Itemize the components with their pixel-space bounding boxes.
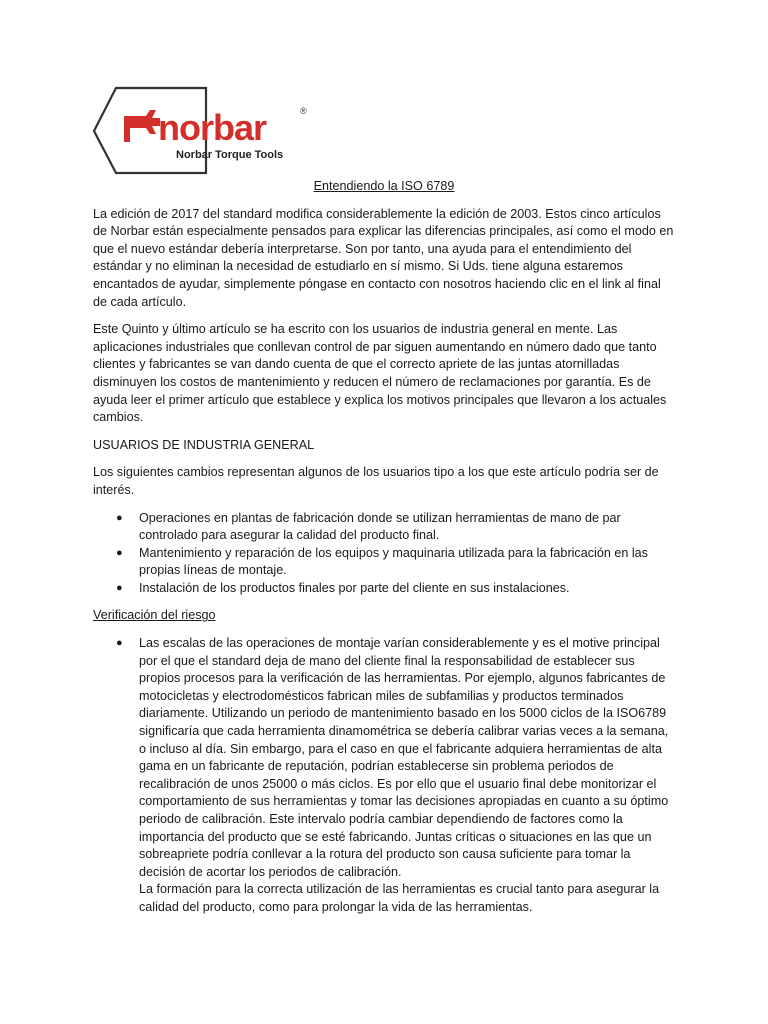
article-body xyxy=(93,178,675,927)
risk-item-continuation: La formación para la correcta utilización de las herramientas es crucial tanto para asegurar la calidad del producto, como para prolongar la vida de las herramientas. xyxy=(139,882,660,914)
norbar-logo xyxy=(90,84,325,179)
risk-item-text: Las escalas de las operaciones de montaje varían considerablemente y es el motive principal por el que el standard deja de mano del cliente final la responsabilidad de establecer sus propios procesos para la verificación de las herramientas. Por ejemplo, algunos fabricantes de motocicletas y electrodomésticos fabrican miles de subfamilias y productos terminados diariamente. Utilizando un periodo de mantenimiento basado en los 5000 ciclos de la ISO6789 significaría que cada herramienta dinamométrica se debería calibrar varias veces a la semana, o incluso al día. Sin embargo, para el caso en que el fabricante adquiera herramientas de alta gama en un fabricante de reputación, podrían establecerse sin problema periodos de recalibración de unos 25000 o más ciclos. Es por ello que el usuario final debe monitorizar el comportamiento de sus herramientas y tomar las decisiones apropiadas en cuanto a su óptimo periodo de calibración. Este intervalo podría cambiar dependiendo de factores como la importancia del producto que se esté fabricando. Juntas críticas o situaciones en las que un sobreapriete podría conllevar a la rotura del producto son causa suficiente para tomar la decisión de acortar los periodos de calibración. xyxy=(139,636,669,879)
second-paragraph: Este Quinto y último artículo se ha escrito con los usuarios de industria general en mente. Las aplicaciones industriales que conllevan control de par siguen aumentando en número dado que tanto clientes y fabricantes se van dando cuenta de que el correcto apriete de las juntas atornilladas disminuyen los costos de mantenimiento y reducen el número de reclamaciones por garantía. Es de ayuda leer el primer artículo que establece y explica los motivos principales que llevaron a los actuales cambios. xyxy=(93,322,667,425)
list-item xyxy=(93,510,675,545)
risk-subheading: Verificación del riesgo xyxy=(93,608,216,623)
logo-tagline: Norbar Torque Tools xyxy=(176,149,284,161)
list-item-text: Mantenimiento y reparación de los equipos y maquinaria utilizada para la fabricación en las propias líneas de montaje. xyxy=(139,545,648,578)
document-title: Entendiendo la ISO 6789 xyxy=(313,179,455,193)
list-item xyxy=(93,545,675,580)
bullet-icon: ● xyxy=(116,511,123,524)
logo-wordmark: norbar xyxy=(158,107,267,148)
third-paragraph: Los siguientes cambios representan algunos de los usuarios tipo a los que este artículo podría ser de interés. xyxy=(93,465,659,497)
bullet-icon: ● xyxy=(116,546,123,559)
bullet-icon: ● xyxy=(116,637,123,650)
list-item-text: Operaciones en plantas de fabricación donde se utilizan herramientas de mano de par controlado para asegurar la calidad del producto final. xyxy=(139,510,621,543)
section-heading: USUARIOS DE INDUSTRIA GENERAL xyxy=(93,437,315,452)
norbar-logo-graphic xyxy=(90,84,325,179)
wrench-mark xyxy=(124,110,160,142)
list-item xyxy=(93,635,675,917)
list-item xyxy=(93,580,675,598)
intro-paragraph: La edición de 2017 del standard modifica considerablemente la edición de 2003. Estos cinco artículos de Norbar están especialmente pensados para explicar las diferencias principales, así como el modo en que el nuevo estándar debería interpretarse. Son por tanto, una ayuda para el entendimiento del estándar y no eliminan la necesidad de estudiarlo en sí mismo. Si Uds. tiene alguna estaremos encantados de ayudar, simplemente póngase en contacto con nosotros haciendo clic en el link al final de cada artículo. xyxy=(93,206,674,309)
list-item-text: Instalación de los productos finales por parte del cliente en sus instalaciones. xyxy=(139,580,570,595)
risk-list xyxy=(93,635,675,917)
users-list xyxy=(93,510,675,598)
bullet-icon: ● xyxy=(116,581,123,594)
registered-mark: ® xyxy=(300,106,307,116)
